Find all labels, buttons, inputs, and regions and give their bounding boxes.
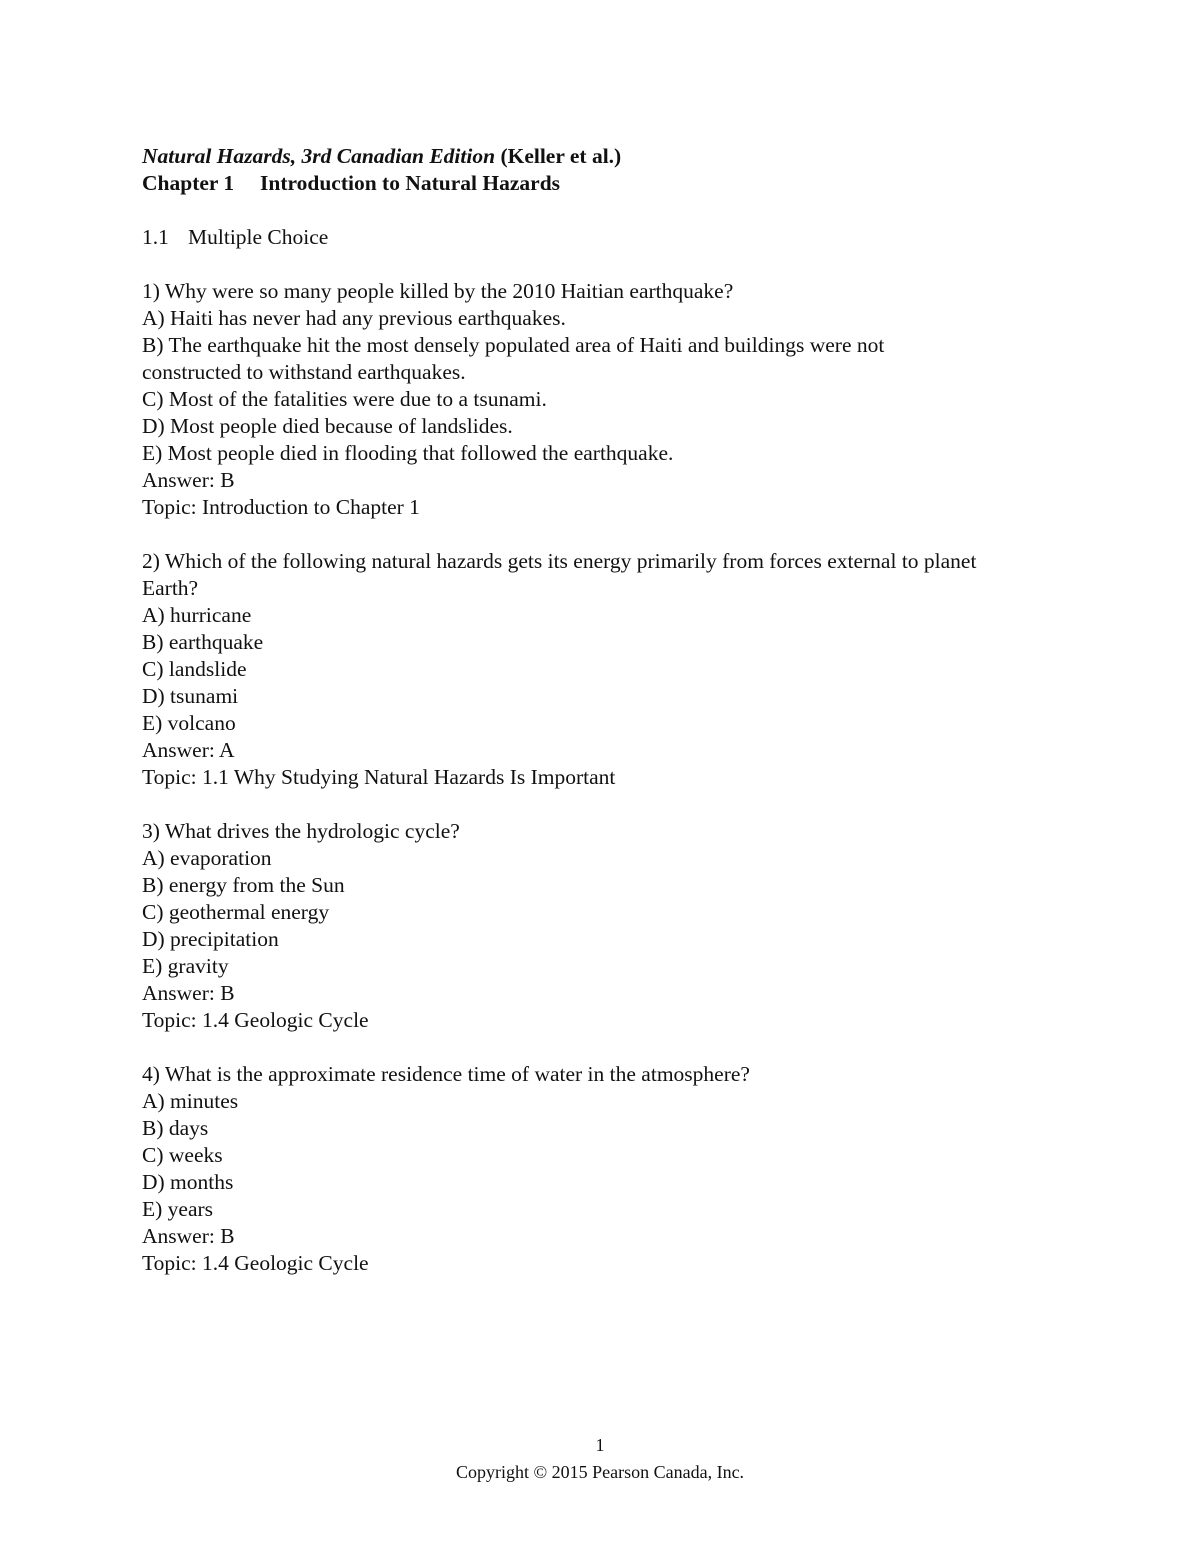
- question-stem: 1) Why were so many people killed by the 2010 Haitian earthquake?: [142, 279, 734, 303]
- question-stem-continued: Earth?: [142, 576, 199, 600]
- option-b: B) energy from the Sun: [142, 873, 345, 897]
- question-3: [142, 818, 1092, 1034]
- option-d: D) months: [142, 1170, 234, 1194]
- topic-line: Topic: 1.1 Why Studying Natural Hazards Is Important: [142, 765, 616, 789]
- chapter-number: Chapter 1: [142, 171, 235, 195]
- option-d: D) tsunami: [142, 684, 239, 708]
- copyright-notice: Copyright © 2015 Pearson Canada, Inc.: [455, 1462, 745, 1482]
- option-e: E) years: [142, 1197, 214, 1221]
- page-footer: [0, 1432, 1200, 1486]
- book-authors: (Keller et al.): [500, 144, 622, 168]
- option-b-continued: constructed to withstand earthquakes.: [142, 360, 466, 384]
- answer-line: Answer: B: [142, 981, 235, 1005]
- question-stem: 3) What drives the hydrologic cycle?: [142, 819, 460, 843]
- option-e: E) Most people died in flooding that followed the earthquake.: [142, 441, 674, 465]
- question-4: [142, 1061, 1092, 1277]
- topic-line: Topic: 1.4 Geologic Cycle: [142, 1251, 369, 1275]
- topic-line: Topic: Introduction to Chapter 1: [142, 495, 420, 519]
- section-number: 1.1: [142, 225, 169, 249]
- option-a: A) evaporation: [142, 846, 272, 870]
- book-title: Natural Hazards, 3rd Canadian Edition: [142, 144, 496, 168]
- option-c: C) weeks: [142, 1143, 223, 1167]
- option-d: D) Most people died because of landslides.: [142, 414, 513, 438]
- topic-line: Topic: 1.4 Geologic Cycle: [142, 1008, 369, 1032]
- question-1: [142, 278, 1092, 521]
- option-e: E) gravity: [142, 954, 229, 978]
- question-2: [142, 548, 1092, 791]
- chapter-heading: [142, 170, 1092, 197]
- option-a: A) minutes: [142, 1089, 239, 1113]
- answer-line: Answer: B: [142, 468, 235, 492]
- option-a: A) Haiti has never had any previous earthquakes.: [142, 306, 566, 330]
- page-number: 1: [595, 1435, 605, 1455]
- question-stem: 4) What is the approximate residence time of water in the atmosphere?: [142, 1062, 750, 1086]
- option-c: C) geothermal energy: [142, 900, 330, 924]
- option-d: D) precipitation: [142, 927, 279, 951]
- section-heading: [142, 224, 1092, 251]
- page-content: [142, 143, 1092, 1277]
- option-c: C) Most of the fatalities were due to a tsunami.: [142, 387, 547, 411]
- option-b: B) earthquake: [142, 630, 264, 654]
- answer-line: Answer: A: [142, 738, 235, 762]
- option-b: B) The earthquake hit the most densely populated area of Haiti and buildings were not: [142, 333, 885, 357]
- option-a: A) hurricane: [142, 603, 252, 627]
- section-title: Multiple Choice: [188, 225, 329, 249]
- book-title-line: [142, 143, 1092, 170]
- question-stem: 2) Which of the following natural hazards gets its energy primarily from forces external to planet: [142, 549, 977, 573]
- option-e: E) volcano: [142, 711, 236, 735]
- option-c: C) landslide: [142, 657, 247, 681]
- option-b: B) days: [142, 1116, 209, 1140]
- chapter-title: Introduction to Natural Hazards: [260, 171, 561, 195]
- answer-line: Answer: B: [142, 1224, 235, 1248]
